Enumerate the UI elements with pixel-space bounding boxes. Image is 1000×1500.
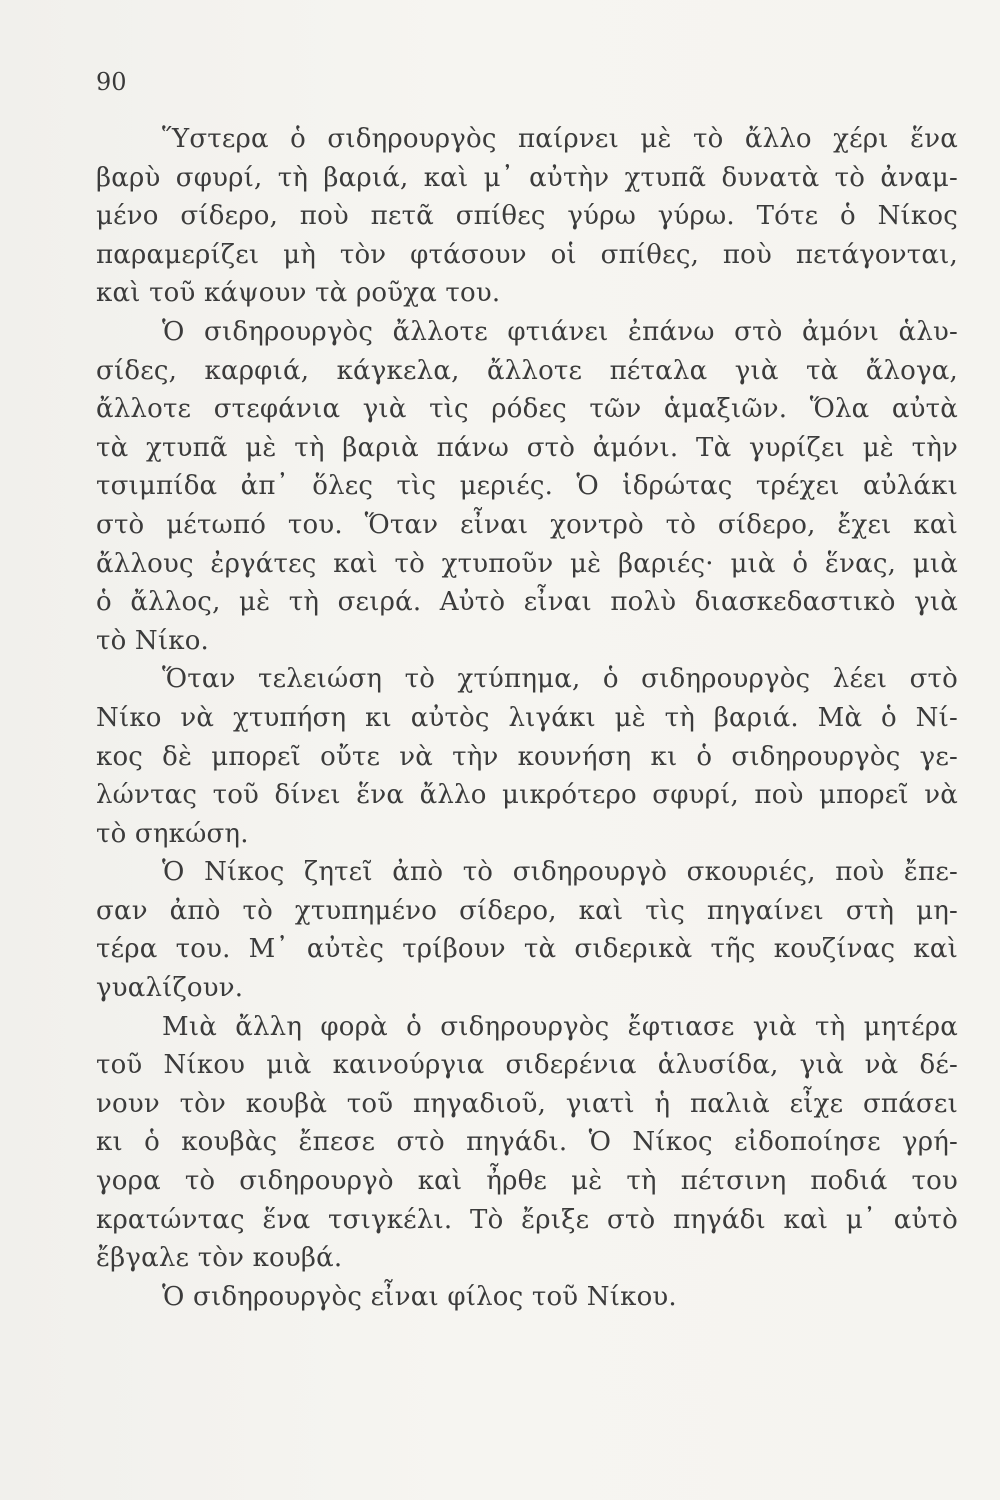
text-line: λώντας τοῦ δίνει ἕνα ἄλλο μικρότερο σφυρί, ποὺ μπορεῖ νὰ xyxy=(96,780,958,811)
text-line: τσιμπίδα ἀπ᾿ ὅλες τὶς μεριές. Ὁ ἱδρώτας τρέχει αὐλάκι xyxy=(96,471,958,502)
text-line: στὸ μέτωπό του. Ὅταν εἶναι χοντρὸ τὸ σίδερο, ἔχει καὶ xyxy=(96,509,958,540)
text-line: Μιὰ ἄλλη φορὰ ὁ σιδηρουργὸς ἔφτιασε γιὰ τὴ μητέρα xyxy=(162,1011,958,1042)
text-line: μένο σίδερο, ποὺ πετᾶ σπίθες γύρω γύρω. Τότε ὁ Νίκος xyxy=(96,201,958,232)
body-text xyxy=(96,120,958,1316)
text-line: Ὅταν τελειώση τὸ χτύπημα, ὁ σιδηρουργὸς λέει στὸ xyxy=(162,664,958,695)
paragraph-1 xyxy=(96,120,958,313)
text-line: Νίκο νὰ χτυπήση κι αὐτὸς λιγάκι μὲ τὴ βαριά. Μὰ ὁ Νί- xyxy=(96,702,958,733)
text-line: κρατώντας ἕνα τσιγκέλι. Τὸ ἔριξε στὸ πηγάδι καὶ μ᾿ αὐτὸ xyxy=(96,1204,958,1235)
text-line: παραμερίζει μὴ τὸν φτάσουν οἱ σπίθες, ποὺ πετάγονται, xyxy=(96,239,958,270)
text-line: καὶ τοῦ κάψουν τὰ ροῦχα του. xyxy=(96,278,501,309)
text-line: τοῦ Νίκου μιὰ καινούργια σιδερένια ἁλυσίδα, γιὰ νὰ δέ- xyxy=(96,1050,958,1081)
text-line: τὰ χτυπᾶ μὲ τὴ βαριὰ πάνω στὸ ἀμόνι. Τὰ γυρίζει μὲ τὴν xyxy=(96,432,958,463)
text-line: ὁ ἄλλος, μὲ τὴ σειρά. Αὐτὸ εἶναι πολὺ διασκεδαστικὸ γιὰ xyxy=(96,587,958,618)
text-line: ἄλλοτε στεφάνια γιὰ τὶς ρόδες τῶν ἁμαξιῶν. Ὅλα αὐτὰ xyxy=(96,394,958,425)
text-line: γυαλίζουν. xyxy=(96,973,244,1004)
paragraph-2 xyxy=(96,313,958,660)
text-line: σαν ἀπὸ τὸ χτυπημένο σίδερο, καὶ τὶς πηγαίνει στὴ μη- xyxy=(96,895,958,926)
text-line: ἔβγαλε τὸν κουβά. xyxy=(96,1243,343,1274)
page-number: 90 xyxy=(96,68,127,96)
paragraph-5 xyxy=(96,1008,958,1278)
text-line: κι ὁ κουβὰς ἔπεσε στὸ πηγάδι. Ὁ Νίκος εἰδοποίησε γρή- xyxy=(96,1127,958,1158)
text-line: κος δὲ μπορεῖ οὔτε νὰ τὴν κουνήση κι ὁ σιδηρουργὸς γε- xyxy=(96,741,958,772)
text-line: τὸ σηκώση. xyxy=(96,818,249,849)
text-line: Ὁ σιδηρουργὸς ἄλλοτε φτιάνει ἐπάνω στὸ ἀμόνι ἁλυ- xyxy=(162,316,958,347)
text-line: σίδες, καρφιά, κάγκελα, ἄλλοτε πέταλα γιὰ τὰ ἄλογα, xyxy=(96,355,958,386)
text-line: γορα τὸ σιδηρουργὸ καὶ ἦρθε μὲ τὴ πέτσινη ποδιά του xyxy=(96,1166,958,1197)
text-line: τὸ Νίκο. xyxy=(96,625,210,656)
paragraph-4 xyxy=(96,853,958,1007)
text-line: τέρα του. Μ᾿ αὐτὲς τρίβουν τὰ σιδερικὰ τῆς κουζίνας καὶ xyxy=(96,934,958,965)
paragraph-6 xyxy=(96,1278,958,1317)
text-line: νουν τὸν κουβὰ τοῦ πηγαδιοῦ, γιατὶ ἡ παλιὰ εἶχε σπάσει xyxy=(96,1088,958,1119)
text-line: Ὕστερα ὁ σιδηρουργὸς παίρνει μὲ τὸ ἄλλο χέρι ἕνα xyxy=(162,124,958,154)
text-line: Ὁ Νίκος ζητεῖ ἀπὸ τὸ σιδηρουργὸ σκουριές, ποὺ ἔπε- xyxy=(162,857,958,888)
text-line: Ὁ σιδηρουργὸς εἶναι φίλος τοῦ Νίκου. xyxy=(162,1281,677,1312)
text-line: βαρὺ σφυρί, τὴ βαριά, καὶ μ᾿ αὐτὴν χτυπᾶ δυνατὰ τὸ ἀναμ- xyxy=(96,162,958,193)
paragraph-3 xyxy=(96,660,958,853)
text-line: ἄλλους ἐργάτες καὶ τὸ χτυποῦν μὲ βαριές· μιὰ ὁ ἕνας, μιὰ xyxy=(96,548,958,579)
